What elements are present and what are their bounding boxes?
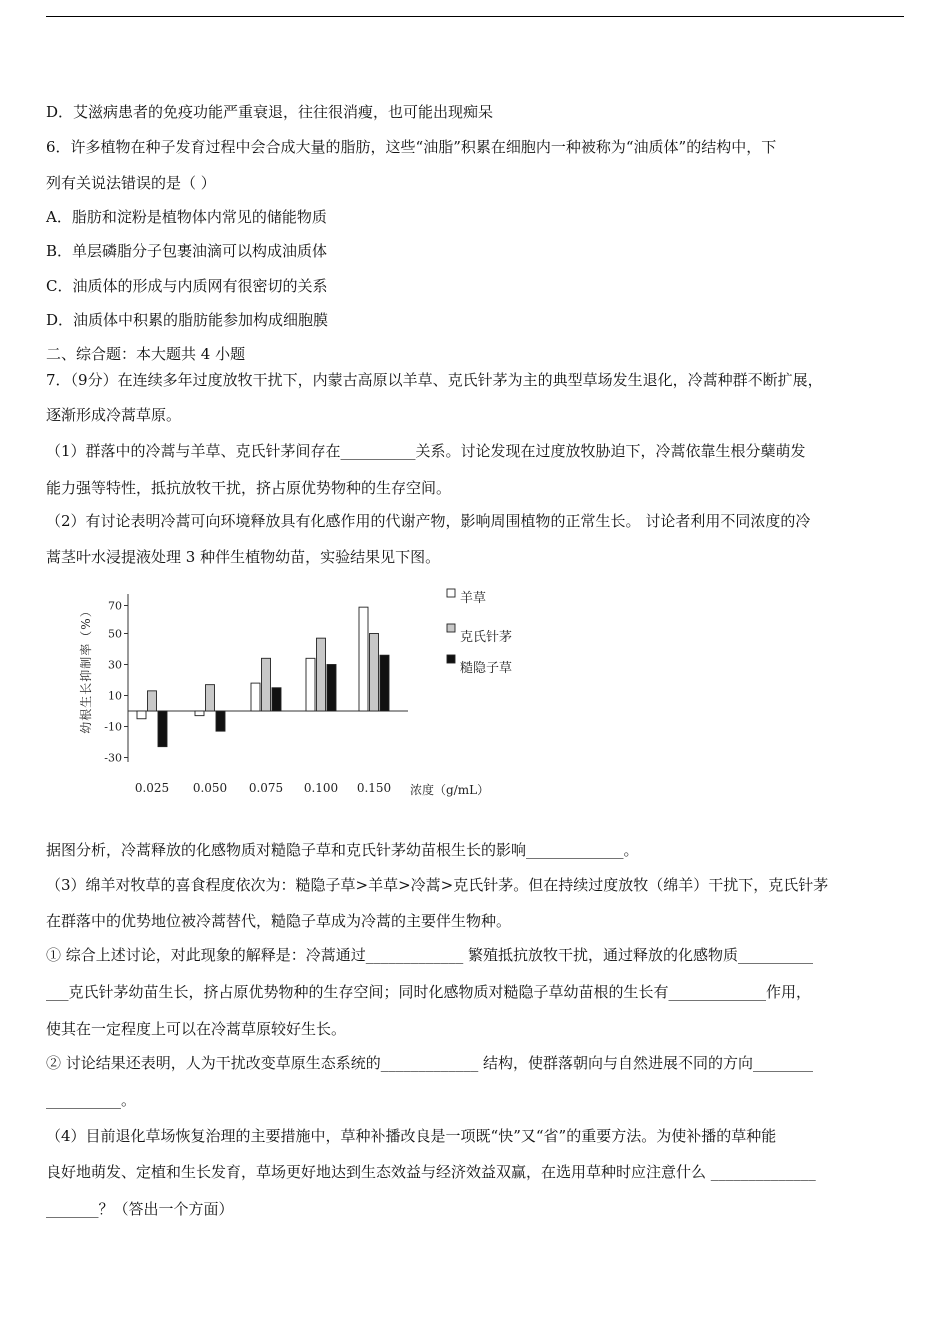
subquestion-4-end: _______？（答出一个方面） <box>46 1200 234 1218</box>
bar-3 <box>216 711 225 731</box>
bar-chart <box>76 584 536 804</box>
subquestion-3: （3）绵羊对牧草的喜食程度依次为：糙隐子草>羊草>冷蒿>克氏针茅。但在持续过度放牧（绵羊）干扰下，克氏针茅 <box>46 876 829 894</box>
x-axis-label: 浓度（g/mL） <box>410 783 490 797</box>
bar-2 <box>370 634 379 712</box>
y-tick-label: 10 <box>108 689 122 703</box>
section-heading: 二、综合题：本大题共 4 小题 <box>46 345 246 363</box>
x-tick-label: 0.025 <box>134 781 170 795</box>
option-a: A．脂肪和淀粉是植物体内常见的储能物质 <box>46 208 327 226</box>
bar-2 <box>262 658 271 711</box>
y-tick-label: 30 <box>108 658 122 672</box>
bar-1 <box>195 711 204 716</box>
option-d: D．油质体中积累的脂肪能参加构成细胞膜 <box>46 311 329 329</box>
subquestion-2-cont: 蒿茎叶水浸提液处理 3 种伴生植物幼苗，实验结果见下图。 <box>46 548 441 566</box>
legend-swatch-2 <box>447 624 455 632</box>
subquestion-3-part-1-end: 使其在一定程度上可以在冷蒿草原较好生长。 <box>46 1020 347 1038</box>
subquestion-3-cont: 在群落中的优势地位被冷蒿替代，糙隐子草成为冷蒿的主要伴生物种。 <box>46 912 512 930</box>
bar-1 <box>251 683 260 711</box>
subquestion-4: （4）目前退化草场恢复治理的主要措施中，草种补播改良是一项既“快”又“省”的重要方法。为使补播的草种能 <box>46 1127 777 1145</box>
legend-swatch-3 <box>447 655 455 663</box>
subquestion-3-part-1-cont: ___克氏针茅幼苗生长，挤占原优势物种的生存空间；同时化感物质对糙隐子草幼苗根的生长有_____________作用， <box>46 983 812 1001</box>
x-tick-label: 0.100 <box>303 781 339 795</box>
x-tick-label: 0.150 <box>356 781 392 795</box>
option-d-q5: D．艾滋病患者的免疫功能严重衰退，往往很消瘦，也可能出现痴呆 <box>46 103 494 121</box>
question-7-stem-cont: 逐渐形成冷蒿草原。 <box>46 406 182 424</box>
subquestion-3-part-2: ② 讨论结果还表明，人为干扰改变草原生态系统的_____________ 结构，使群落朝向与自然进展不同的方向________ <box>46 1054 814 1072</box>
subquestion-2: （2）有讨论表明冷蒿可向环境释放具有化感作用的代谢产物，影响周围植物的正常生长。 讨论者利用不同浓度的冷 <box>46 512 811 530</box>
bar-3 <box>380 655 389 711</box>
bar-1 <box>137 711 146 719</box>
bar-2 <box>206 685 215 711</box>
subquestion-1: （1）群落中的冷蒿与羊草、克氏针茅间存在__________关系。讨论发现在过度放牧胁迫下，冷蒿依靠生根分蘖萌发 <box>46 442 806 460</box>
question-7-stem: 7．（9分）在连续多年过度放牧干扰下，内蒙古高原以羊草、克氏针茅为主的典型草场发生退化，冷蒿种群不断扩展， <box>46 371 823 389</box>
y-tick-label: -30 <box>104 751 122 765</box>
bar-1 <box>306 658 315 711</box>
x-tick-label: 0.050 <box>192 781 228 795</box>
bar-1 <box>359 607 368 711</box>
chart-analysis-question: 据图分析，冷蒿释放的化感物质对糙隐子草和克氏针茅幼苗根生长的影响_____________。 <box>46 841 639 859</box>
bar-3 <box>158 711 167 747</box>
legend-swatch-1 <box>447 589 455 597</box>
y-tick-label: 50 <box>108 627 122 641</box>
option-c: C．油质体的形成与内质网有很密切的关系 <box>46 277 328 295</box>
subquestion-1-cont: 能力强等特性，抵抗放牧干扰，挤占原优势物种的生存空间。 <box>46 479 452 497</box>
top-rule <box>46 16 904 17</box>
subquestion-3-part-2-cont: __________。 <box>46 1091 137 1109</box>
option-b: B．单层磷脂分子包裹油滴可以构成油质体 <box>46 242 328 260</box>
bar-3 <box>327 665 336 712</box>
subquestion-4-cont: 良好地萌发、定植和生长发育，草场更好地达到生态效益与经济效益双赢，在选用草种时应注意什么 ______________ <box>46 1163 816 1181</box>
bar-3 <box>272 688 281 711</box>
legend-label-2: 克氏针茅 <box>460 630 513 645</box>
bar-2 <box>148 691 157 711</box>
subquestion-3-part-1: ① 综合上述讨论，对此现象的解释是：冷蒿通过_____________ 繁殖抵抗放牧干扰，通过释放的化感物质__________ <box>46 946 814 964</box>
legend-label-1: 羊草 <box>460 591 487 606</box>
y-axis-label: 幼根生长抑制率（%） <box>79 604 93 734</box>
question-6-stem-cont: 列有关说法错误的是（ ） <box>46 174 216 192</box>
y-tick-label: 70 <box>108 599 122 613</box>
question-6-stem: 6．许多植物在种子发育过程中会合成大量的脂肪，这些“油脂”积累在细胞内一种被称为“油质体”的结构中，下 <box>46 138 777 156</box>
y-tick-label: -10 <box>104 720 122 734</box>
legend-label-3: 糙隐子草 <box>460 661 513 676</box>
bar-2 <box>317 638 326 711</box>
x-tick-label: 0.075 <box>248 781 284 795</box>
